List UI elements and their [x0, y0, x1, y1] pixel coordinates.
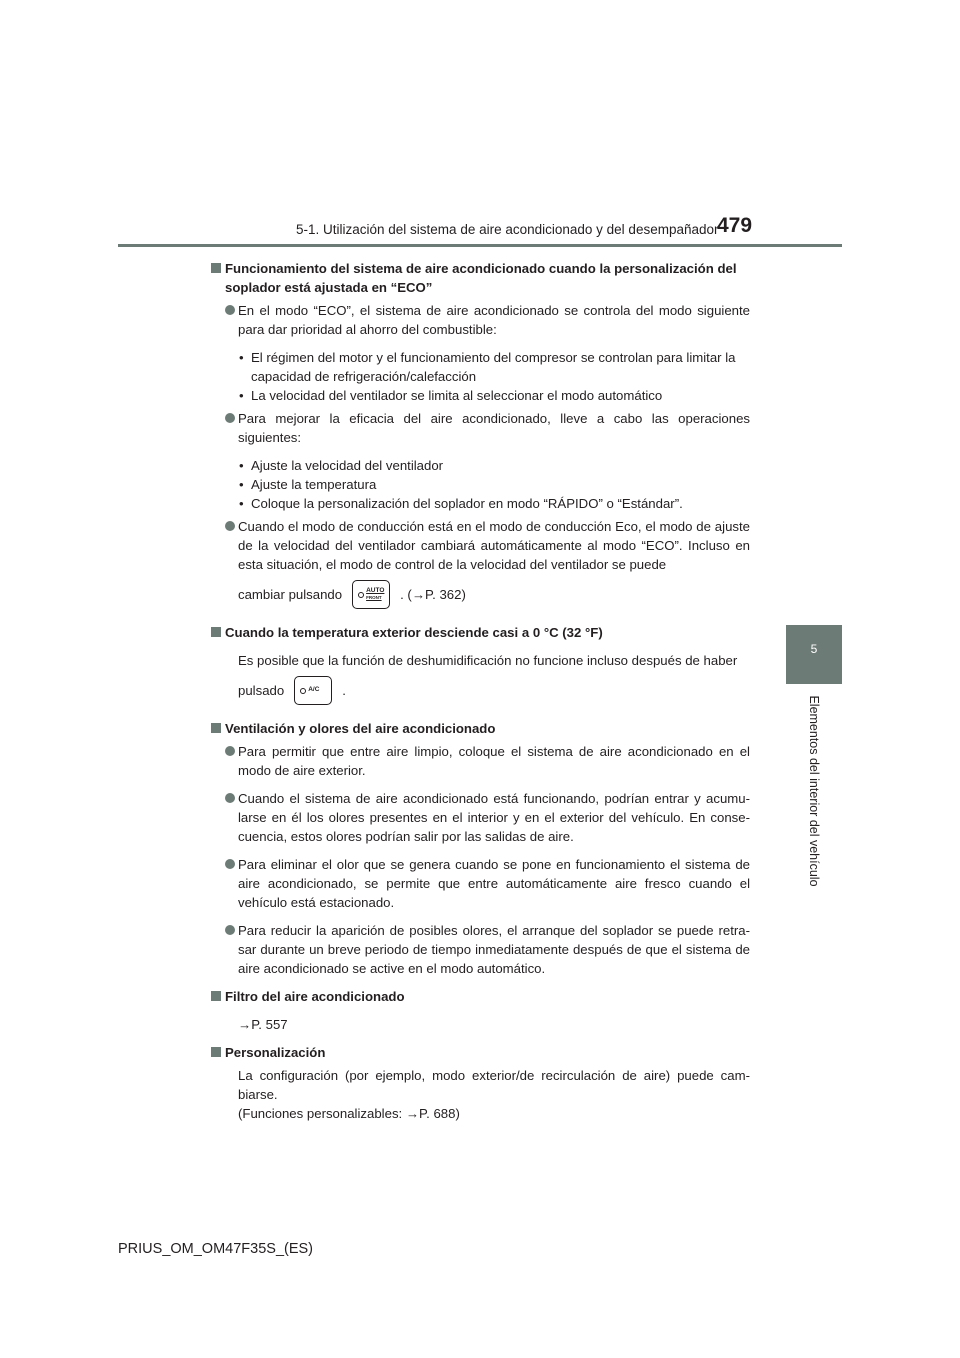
auto-button-icon [352, 580, 390, 609]
bullet-eco-2 [211, 409, 750, 447]
page-content [211, 255, 750, 1123]
page-number: 479 [717, 214, 753, 237]
sub-item: • Ajuste la temperatura [239, 477, 377, 492]
sub-text: Ajuste la temperatura [251, 477, 377, 492]
button-reference-line [238, 574, 750, 614]
square-bullet-icon [211, 991, 221, 1001]
heading-text: Ventilación y olores del aire acondicionado [225, 721, 496, 736]
ac-button-icon [294, 676, 332, 705]
bullet-text: Para reducir la aparición de posibles olores, el arranque del soplador se puede retra-sar durante un breve periodo de tiempo inmediatamente después de que el sistema de aire acondicionado se active en el modo automático. [238, 923, 750, 976]
section-heading-custom [211, 1043, 750, 1062]
bullet-eco-3 [211, 517, 750, 614]
page-reference: . (→P. 362) [400, 586, 466, 602]
section-heading-filter [211, 987, 750, 1006]
circle-bullet-icon [225, 793, 235, 803]
sub-text: La velocidad del ventilador se limita al seleccionar el modo automático [251, 388, 663, 403]
bullet-text: Cuando el sistema de aire acondicionado está funcionando, podrían entrar y acumu-larse en él los olores presentes en el interior y en el exterior del vehículo. En conse-cuencia, estos olores podrían salir por las salidas de aire. [238, 791, 750, 844]
square-bullet-icon [211, 263, 221, 273]
section-heading-vent [211, 719, 750, 738]
circle-bullet-icon [225, 521, 235, 531]
bullet-vent-1 [211, 742, 750, 780]
bullet-vent-4 [211, 921, 750, 978]
paragraph-text: . [342, 682, 346, 698]
sub-text: El régimen del motor y el funcionamiento del compresor se controlan para limitar la capacidad de refrigeración/calefacción [251, 350, 736, 384]
chapter-side-label: Elementos del interior del vehículo [807, 695, 821, 887]
section-heading-cold [211, 623, 750, 642]
header-rule [118, 244, 842, 247]
bullet-text: Para mejorar la eficacia del aire acondicionado, lleve a cabo las operaciones siguientes: [238, 411, 750, 445]
paragraph-custom-ref: (Funciones personalizables: →P. 688) [238, 1106, 460, 1121]
button-reference-line [238, 670, 750, 710]
bullet-text: Para permitir que entre aire limpio, coloque el sistema de aire acondicionado en el modo de aire exterior. [238, 744, 750, 778]
heading-text: Filtro del aire acondicionado [225, 989, 405, 1004]
bullet-vent-2 [211, 789, 750, 846]
bullet-eco-1 [211, 301, 750, 339]
heading-text: Personalización [225, 1045, 326, 1060]
paragraph-cold [211, 651, 750, 710]
circle-bullet-icon [225, 305, 235, 315]
paragraph-text: pulsado [238, 682, 285, 698]
sub-text: Ajuste la velocidad del ventilador [251, 458, 444, 473]
auto-button-sublabel: FRONT [366, 594, 382, 600]
document-footer: PRIUS_OM_OM47F35S_(ES) [118, 1241, 314, 1257]
heading-text: Cuando la temperatura exterior desciende casi a 0 °C (32 °F) [225, 625, 603, 640]
circle-bullet-icon [225, 746, 235, 756]
square-bullet-icon [211, 1047, 221, 1057]
sub-item: • Coloque la personalización del soplador en modo “RÁPIDO” o “Estándar”. [239, 496, 683, 511]
bullet-text: cambiar pulsando [238, 586, 343, 602]
square-bullet-icon [211, 627, 221, 637]
sub-item: • El régimen del motor y el funcionamiento del compresor se controlan para limitar la capacidad de refrigeración/calefacción [239, 350, 736, 384]
circle-bullet-icon [225, 859, 235, 869]
chapter-number: 5 [810, 642, 818, 656]
sub-item: • Ajuste la velocidad del ventilador [239, 458, 444, 473]
chapter-tab [786, 625, 842, 684]
bullet-text: Para eliminar el olor que se genera cuando se pone en funcionamiento el sistema de aire acondicionado, se permite que entre automáticamente aire fresco cuando el vehículo está estacionado. [238, 857, 750, 910]
page-reference-filter: →P. 557 [238, 1017, 288, 1032]
paragraph-text: Es posible que la función de deshumidificación no funcione incluso después de haber [238, 653, 738, 668]
paragraph-custom: La configuración (por ejemplo, modo exterior/de recirculación de aire) puede cam-biarse. [238, 1068, 750, 1102]
bullet-vent-3 [211, 855, 750, 912]
bullet-text: En el modo “ECO”, el sistema de aire acondicionado se controla del modo siguiente para dar prioridad al ahorro del combustible: [238, 303, 750, 337]
ac-button-label: A/C [308, 685, 320, 693]
bullet-text: Cuando el modo de conducción está en el modo de conducción Eco, el modo de ajuste de la velocidad del ventilador cambiará automáticamente al modo “ECO”. Incluso en esta situación, el modo de control de la velocidad del ventilador se puede [238, 519, 750, 572]
running-header: 5-1. Utilización del sistema de aire acondicionado y del desempañador [296, 222, 719, 237]
circle-bullet-icon [225, 413, 235, 423]
circle-bullet-icon [225, 925, 235, 935]
heading-text: Funcionamiento del sistema de aire acondicionado cuando la personalización del soplador está ajustada en “ECO” [225, 261, 737, 295]
sub-text: Coloque la personalización del soplador en modo “RÁPIDO” o “Estándar”. [251, 496, 683, 511]
sub-item: • La velocidad del ventilador se limita al seleccionar el modo automático [239, 388, 663, 403]
section-heading-eco [211, 259, 750, 297]
square-bullet-icon [211, 723, 221, 733]
auto-button-label: AUTO [366, 586, 385, 594]
